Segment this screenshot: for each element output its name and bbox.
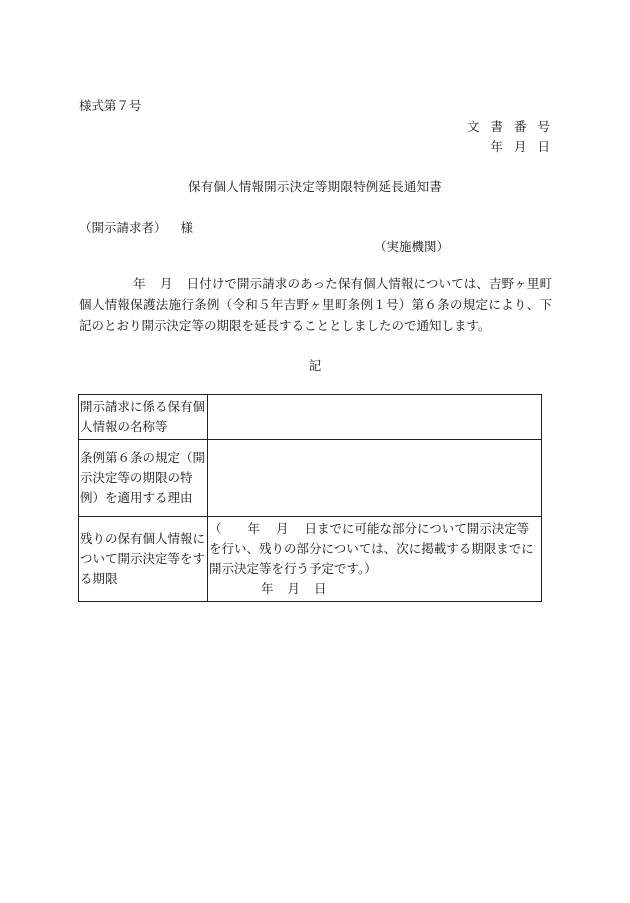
body-paragraph [79, 273, 552, 336]
document-title: 保有個人情報開示決定等期限特例延長通知書 [187, 179, 442, 194]
implementing-agency: （実施機関） [373, 239, 449, 254]
row-label: 残りの保有個人情報について開示決定等をする期限 [79, 517, 208, 602]
body-year: 年 [133, 276, 146, 291]
deadline-text [209, 521, 534, 576]
table-row [79, 395, 542, 440]
deadline-month: 月 [276, 521, 289, 536]
deadline-body: 日までに可能な部分について開示決定等を行い、残りの部分については、次に掲載する期限までに開示決定等を行う予定です。） [209, 521, 534, 576]
recipient-label: （開示請求者） [79, 220, 167, 235]
doc-number-char: 番 [513, 119, 527, 134]
row-label: 開示請求に係る保有個人情報の名称等 [79, 395, 208, 440]
table-row [79, 517, 542, 602]
body-text: 日付けで開示請求のあった保有個人情報については、吉野ヶ里町個人情報保護法施行条例（令和５年吉野ヶ里町条例１号）第６条の規定により、下記のとおり開示決定等の期限を延長することとしましたので通知します。 [79, 276, 552, 333]
document-number-label [456, 117, 550, 135]
date-year: 年 [490, 139, 503, 154]
row-label: 条例第６条の規定（開示決定等の期限の特例）を適用する理由 [79, 440, 208, 517]
ki-heading: 記 [308, 358, 322, 373]
doc-number-char: 号 [537, 119, 550, 134]
body-month: 月 [159, 276, 173, 291]
row-content [208, 395, 542, 440]
recipient-honorific: 様 [180, 220, 194, 235]
row-content [208, 517, 542, 602]
doc-number-char: 文 [466, 119, 480, 134]
date-month: 月 [513, 139, 527, 154]
deadline-date-line [209, 579, 540, 599]
table-row [79, 440, 542, 517]
date-year: 年 [261, 581, 274, 596]
detail-table [78, 394, 542, 602]
document-date-label [479, 137, 550, 155]
deadline-open-paren: （ [209, 521, 222, 536]
date-month: 月 [287, 581, 301, 596]
date-day: 日 [314, 581, 327, 596]
recipient-line [79, 218, 193, 236]
row-content [208, 440, 542, 517]
form-number: 様式第７号 [79, 98, 142, 113]
doc-number-char: 書 [490, 119, 503, 134]
deadline-year: 年 [247, 521, 261, 536]
date-day: 日 [537, 139, 550, 154]
